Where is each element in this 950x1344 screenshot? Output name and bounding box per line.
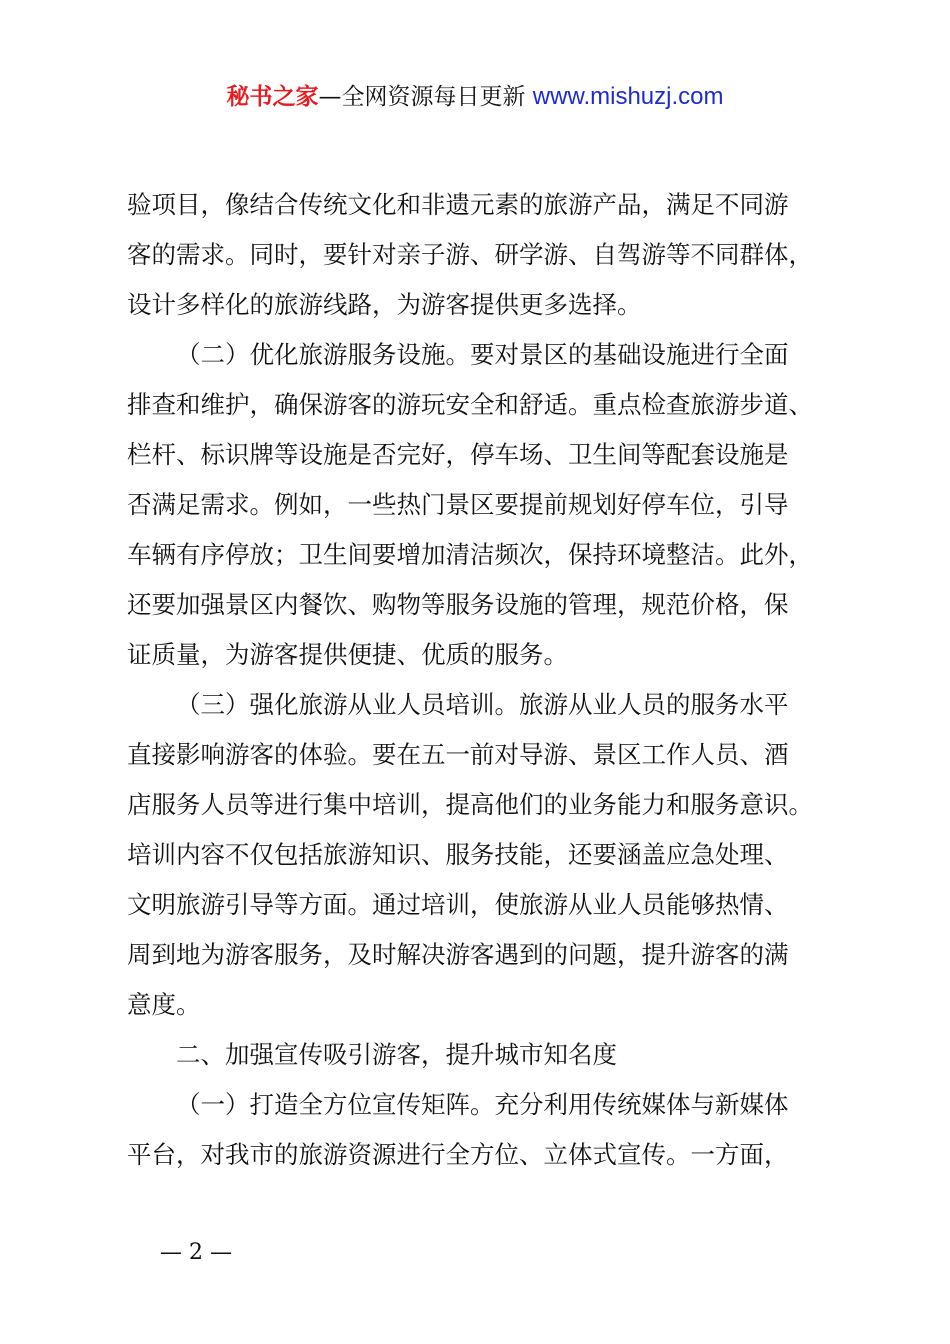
text-line: 直接影响游客的体验。要在五一前对导游、景区工作人员、酒 [127,740,789,769]
text-line: 证质量，为游客提供便捷、优质的服务。 [127,640,568,669]
text-line: 店服务人员等进行集中培训，提高他们的业务能力和服务意识。 [127,790,813,819]
site-brand: 秘书之家 [226,84,319,110]
text-line: 车辆有序停放；卫生间要增加清洁频次，保持环境整洁。此外， [127,540,813,569]
text-line: 验项目，像结合传统文化和非遗元素的旅游产品，满足不同游 [127,190,789,219]
site-tagline: —全网资源每日更新 [318,84,526,110]
text-line: 客的需求。同时，要针对亲子游、研学游、自驾游等不同群体， [127,240,813,269]
text-line: 排查和维护，确保游客的游玩安全和舒适。重点检查旅游步道、 [127,390,813,419]
text-line: 意度。 [127,990,201,1019]
text-line: 培训内容不仅包括旅游知识、服务技能，还要涵盖应急处理、 [127,840,789,869]
text-line: 否满足需求。例如，一些热门景区要提前规划好停车位，引导 [127,490,789,519]
text-line: 栏杆、标识牌等设施是否完好，停车场、卫生间等配套设施是 [127,440,789,469]
text-line: 还要加强景区内餐饮、购物等服务设施的管理，规范价格，保 [127,590,789,619]
paragraph-start-line: （二）优化旅游服务设施。要对景区的基础设施进行全面 [176,340,789,369]
site-url-link[interactable]: www.mishuzj.com [532,83,724,110]
text-line: 平台，对我市的旅游资源进行全方位、立体式宣传。一方面， [127,1140,789,1169]
paragraph-start-line: （一）打造全方位宣传矩阵。充分利用传统媒体与新媒体 [176,1090,789,1119]
text-line: 设计多样化的旅游线路，为游客提供更多选择。 [127,290,642,319]
section-heading: 二、加强宣传吸引游客，提升城市知名度 [176,1040,617,1069]
text-line: 周到地为游客服务，及时解决游客遇到的问题，提升游客的满 [127,940,789,969]
text-line: 文明旅游引导等方面。通过培训，使旅游从业人员能够热情、 [127,890,789,919]
paragraph-start-line: （三）强化旅游从业人员培训。旅游从业人员的服务水平 [176,690,789,719]
document-body [127,180,857,1180]
page-number: — 2 — [160,1240,232,1265]
site-header [0,80,950,114]
